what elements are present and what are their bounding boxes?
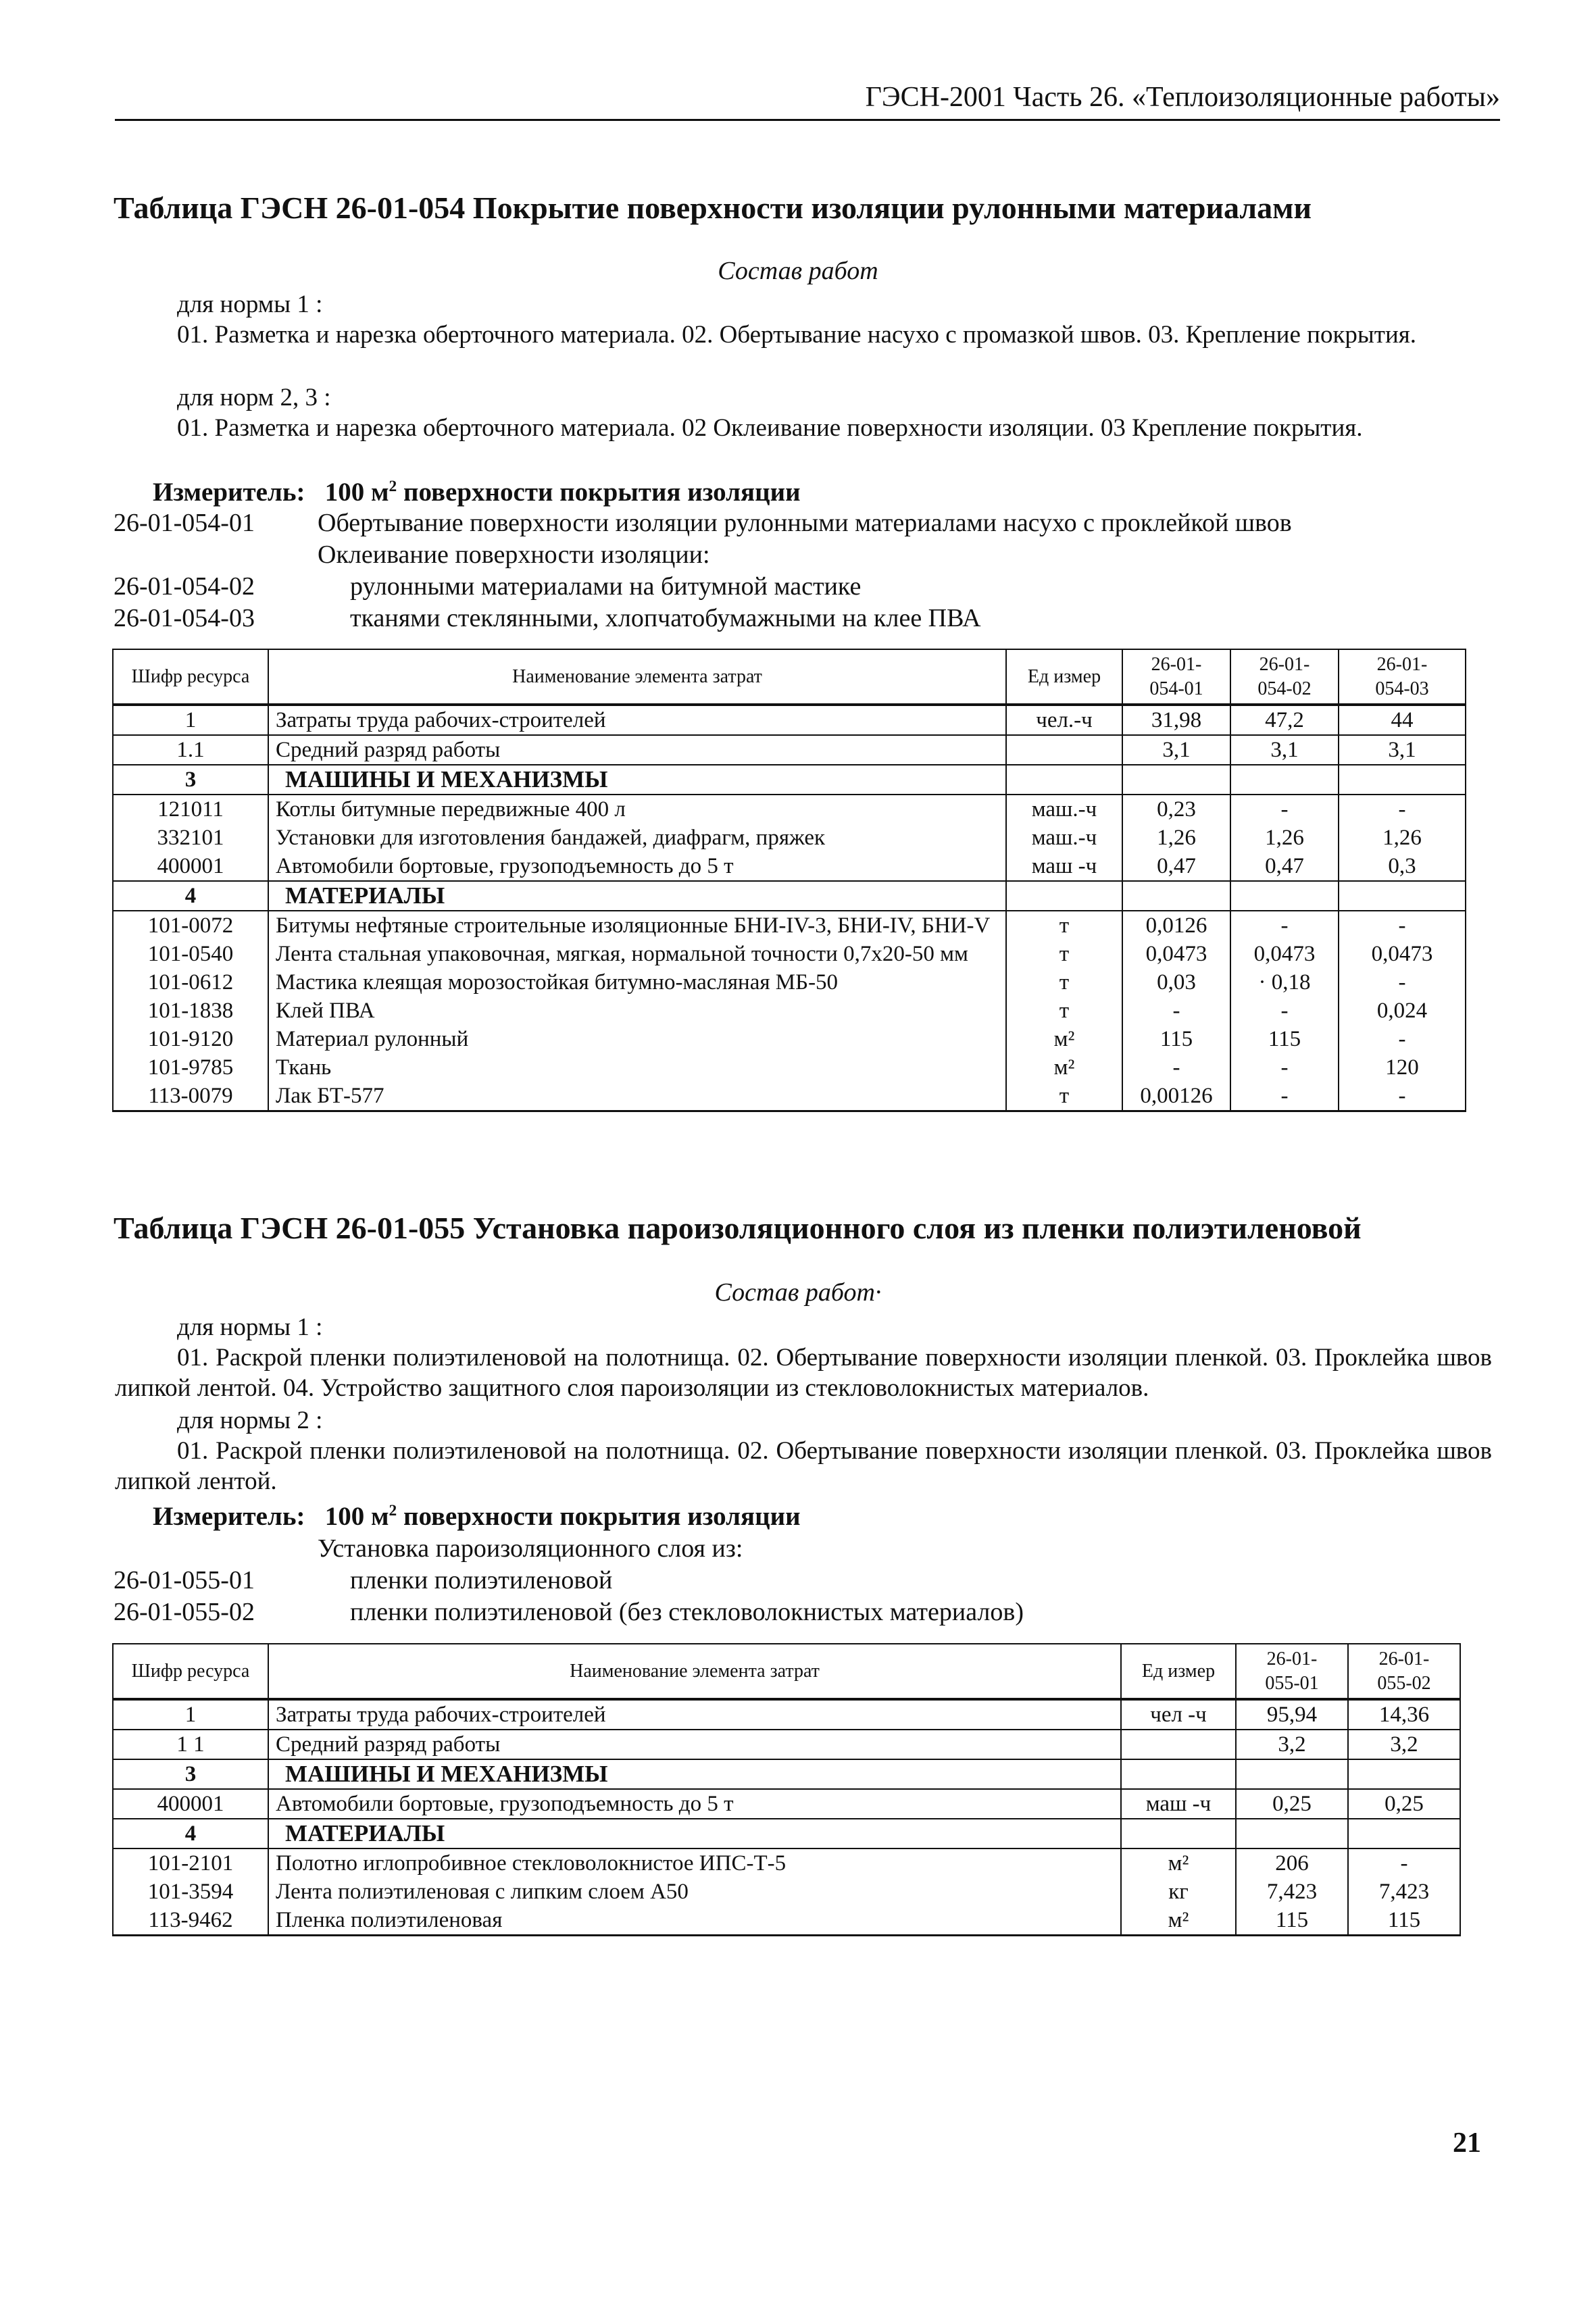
norm-description: Установка пароизоляционного слоя из: <box>318 1534 743 1563</box>
unit: м² <box>1006 1025 1122 1053</box>
table-row <box>113 735 1466 765</box>
unit: чел -ч <box>1121 1699 1236 1730</box>
header-norm-1: 26-01- 054-01 <box>1122 649 1230 705</box>
cost-element: Лак БТ-577 <box>268 1082 1006 1111</box>
unit: т <box>1006 997 1122 1025</box>
value-norm-2: 115 <box>1348 1906 1460 1936</box>
cost-element: Клей ПВА <box>268 997 1006 1025</box>
value-norm-3: 44 <box>1339 705 1466 735</box>
value-norm-1: 0,47 <box>1122 852 1230 881</box>
value-norm-1: 1,26 <box>1122 824 1230 852</box>
resource-table-054 <box>112 649 1466 1112</box>
norm-code-row <box>114 572 861 602</box>
value-norm-2: · 0,18 <box>1230 968 1339 997</box>
value-norm-1: 0,23 <box>1122 795 1230 824</box>
resource-code: 101-2101 <box>113 1848 268 1878</box>
norm-code-row <box>114 508 1292 538</box>
value-norm-1: 0,03 <box>1122 968 1230 997</box>
table-row <box>113 1730 1460 1759</box>
norm-description: тканями стеклянными, хлопчатобумажными на клее ПВА <box>350 604 981 632</box>
header-unit: Ед измер <box>1006 649 1122 705</box>
meter-value-rest: поверхности покрытия изоляции <box>397 1502 801 1531</box>
cost-element: Лента полиэтиленовая с липким слоем А50 <box>268 1878 1121 1906</box>
resource-code: 1.1 <box>113 735 268 765</box>
value-norm-1: 3,1 <box>1122 735 1230 765</box>
cost-element: Затраты труда рабочих-строителей <box>268 705 1006 735</box>
table-title-055: Таблица ГЭСН 26-01-055 Установка пароизоляционного слоя из пленки полиэтиленовой <box>114 1211 1362 1245</box>
unit: т <box>1006 1082 1122 1111</box>
value-norm-3: - <box>1339 795 1466 824</box>
value-norm-3: 3,1 <box>1339 735 1466 765</box>
value-norm-1: 0,00126 <box>1122 1082 1230 1111</box>
norm2-text-055: 01. Раскрой пленки полиэтиленовой на полотнища. 02. Обертывание поверхности изоляции пленкой. 03. Проклейка швов липкой лентой. <box>115 1437 1492 1495</box>
value-norm-2: 115 <box>1230 1025 1339 1053</box>
value-norm-2: - <box>1230 997 1339 1025</box>
header-unit: Ед измер <box>1121 1644 1236 1699</box>
resource-code: 1 <box>113 705 268 735</box>
resource-code: 113-0079 <box>113 1082 268 1111</box>
value-norm-2: - <box>1230 1082 1339 1111</box>
table-row <box>113 795 1466 824</box>
norm1-text-055: 01. Раскрой пленки полиэтиленовой на полотнища. 02. Обертывание поверхности изоляции пленкой. 03. Проклейка швов липкой лентой. 04. Устройство защитного слоя пароизоляции из стекловолокнистых материалов. <box>115 1344 1492 1402</box>
value-norm-3: - <box>1339 1025 1466 1053</box>
header-cost-element: Наименование элемента затрат <box>268 1644 1121 1699</box>
norm2-label-055: для нормы 2 : <box>177 1407 323 1434</box>
section-heading: МАТЕРИАЛЫ <box>268 881 1006 911</box>
value-norm-2 <box>1348 1819 1460 1848</box>
table-row <box>113 940 1466 968</box>
value-norm-2: 14,36 <box>1348 1699 1460 1730</box>
unit <box>1006 765 1122 795</box>
table-row <box>113 968 1466 997</box>
cost-element: Ткань <box>268 1053 1006 1082</box>
unit: т <box>1006 911 1122 940</box>
table-row <box>113 911 1466 940</box>
table-section-row <box>113 1759 1460 1789</box>
value-norm-1: 7,423 <box>1236 1878 1348 1906</box>
norm-code-row <box>114 1534 743 1564</box>
table-row <box>113 705 1466 735</box>
header-norm-1: 26-01- 055-01 <box>1236 1644 1348 1699</box>
norm23-text-054: 01. Разметка и нарезка оберточного материала. 02 Оклеивание поверхности изоляции. 03 Крепление покрытия. <box>177 414 1363 442</box>
table-title-054: Таблица ГЭСН 26-01-054 Покрытие поверхности изоляции рулонными материалами <box>114 191 1312 225</box>
unit: маш.-ч <box>1006 824 1122 852</box>
meter-line-055 <box>153 1501 801 1532</box>
table-row <box>113 852 1466 881</box>
norm-code-row <box>114 1597 1024 1628</box>
table-row <box>113 1848 1460 1878</box>
unit <box>1121 1730 1236 1759</box>
norm-code: 26-01-055-02 <box>114 1598 255 1626</box>
norm-description: Оклеивание поверхности изоляции: <box>318 540 710 569</box>
unit <box>1121 1759 1236 1789</box>
norm-code: 26-01-054-02 <box>114 572 255 601</box>
norm1-text-054: 01. Разметка и нарезка оберточного материала. 02. Обертывание насухо с промазкой швов. 03. Крепление покрытия. <box>177 321 1417 349</box>
value-norm-2: - <box>1230 911 1339 940</box>
norm-code: 26-01-054-01 <box>114 509 255 537</box>
table-row <box>113 1906 1460 1936</box>
norm1-label-054: для нормы 1 : <box>177 291 323 318</box>
section-heading: МАШИНЫ И МЕХАНИЗМЫ <box>268 765 1006 795</box>
page-number: 21 <box>1453 2128 1481 2159</box>
value-norm-3: 0,024 <box>1339 997 1466 1025</box>
value-norm-2: 3,1 <box>1230 735 1339 765</box>
table-section-row <box>113 881 1466 911</box>
cost-element: Материал рулонный <box>268 1025 1006 1053</box>
meter-value-rest: поверхности покрытия изоляции <box>397 478 801 507</box>
unit: маш.-ч <box>1006 795 1122 824</box>
table-section-row <box>113 765 1466 795</box>
resource-code: 332101 <box>113 824 268 852</box>
table-row <box>113 997 1466 1025</box>
norm1-label-055: для нормы 1 : <box>177 1313 323 1341</box>
value-norm-1: 31,98 <box>1122 705 1230 735</box>
header-resource-code: Шифр ресурса <box>113 649 268 705</box>
value-norm-3: - <box>1339 968 1466 997</box>
norm-description: рулонными материалами на битумной мастике <box>350 572 862 601</box>
cost-element: Котлы битумные передвижные 400 л <box>268 795 1006 824</box>
norm-description: Обертывание поверхности изоляции рулонными материалами насухо с проклейкой швов <box>318 509 1292 537</box>
resource-code: 121011 <box>113 795 268 824</box>
resource-code: 101-0540 <box>113 940 268 968</box>
value-norm-3 <box>1339 765 1466 795</box>
unit: м² <box>1121 1848 1236 1878</box>
unit <box>1006 735 1122 765</box>
cost-element: Мастика клеящая морозостойкая битумно-масляная МБ-50 <box>268 968 1006 997</box>
value-norm-2: 0,25 <box>1348 1789 1460 1819</box>
unit: т <box>1006 940 1122 968</box>
composition-heading-055: Состав работ· <box>714 1278 882 1307</box>
value-norm-1: 0,25 <box>1236 1789 1348 1819</box>
unit: м² <box>1121 1906 1236 1936</box>
value-norm-3: 1,26 <box>1339 824 1466 852</box>
norm-code: 26-01-054-03 <box>114 604 255 632</box>
resource-code: 400001 <box>113 1789 268 1819</box>
value-norm-2: 7,423 <box>1348 1878 1460 1906</box>
resource-code: 400001 <box>113 852 268 881</box>
unit: чел.-ч <box>1006 705 1122 735</box>
norm-code: 26-01-055-01 <box>114 1566 255 1594</box>
running-header: ГЭСН-2001 Часть 26. «Теплоизоляционные работы» <box>865 82 1500 113</box>
cost-element: Автомобили бортовые, грузоподъемность до 5 т <box>268 852 1006 881</box>
table-row <box>113 824 1466 852</box>
cost-element: Средний разряд работы <box>268 735 1006 765</box>
header-norm-2: 26-01- 055-02 <box>1348 1644 1460 1699</box>
value-norm-3: 120 <box>1339 1053 1466 1082</box>
section-heading: МАТЕРИАЛЫ <box>268 1819 1121 1848</box>
table-row <box>113 1789 1460 1819</box>
cost-element: Средний разряд работы <box>268 1730 1121 1759</box>
value-norm-1 <box>1122 765 1230 795</box>
resource-code: 4 <box>113 1819 268 1848</box>
cost-element: Битумы нефтяные строительные изоляционные БНИ-IV-3, БНИ-IV, БНИ-V <box>268 911 1006 940</box>
header-norm-3: 26-01- 054-03 <box>1339 649 1466 705</box>
value-norm-1: 0,0126 <box>1122 911 1230 940</box>
value-norm-2: 3,2 <box>1348 1730 1460 1759</box>
table-row <box>113 1878 1460 1906</box>
cost-element: Пленка полиэтиленовая <box>268 1906 1121 1936</box>
cost-element: Автомобили бортовые, грузоподъемность до 5 т <box>268 1789 1121 1819</box>
unit <box>1006 881 1122 911</box>
resource-code: 101-0072 <box>113 911 268 940</box>
header-resource-code: Шифр ресурса <box>113 1644 268 1699</box>
cost-element: Полотно иглопробивное стекловолокнистое ИПС-Т-5 <box>268 1848 1121 1878</box>
header-cost-element: Наименование элемента затрат <box>268 649 1006 705</box>
value-norm-3: 0,0473 <box>1339 940 1466 968</box>
meter-label: Измеритель: <box>153 478 305 507</box>
resource-code: 3 <box>113 765 268 795</box>
value-norm-1 <box>1236 1819 1348 1848</box>
value-norm-1: 206 <box>1236 1848 1348 1878</box>
meter-label: Измеритель: <box>153 1502 305 1531</box>
value-norm-1: 115 <box>1236 1906 1348 1936</box>
resource-code: 1 1 <box>113 1730 268 1759</box>
value-norm-1 <box>1122 881 1230 911</box>
unit: кг <box>1121 1878 1236 1906</box>
resource-table-055 <box>112 1643 1461 1936</box>
norm-description: пленки полиэтиленовой (без стекловолокнистых материалов) <box>350 1598 1024 1626</box>
norm23-label-054: для норм 2, 3 : <box>177 384 331 411</box>
table-row <box>113 1699 1460 1730</box>
table-row <box>113 1053 1466 1082</box>
table-row <box>113 1082 1466 1111</box>
value-norm-3 <box>1339 881 1466 911</box>
section-heading: МАШИНЫ И МЕХАНИЗМЫ <box>268 1759 1121 1789</box>
value-norm-2 <box>1230 881 1339 911</box>
norm-description: пленки полиэтиленовой <box>350 1566 613 1594</box>
value-norm-1 <box>1236 1759 1348 1789</box>
unit: м² <box>1006 1053 1122 1082</box>
unit: маш -ч <box>1006 852 1122 881</box>
value-norm-1: 95,94 <box>1236 1699 1348 1730</box>
resource-code: 101-9785 <box>113 1053 268 1082</box>
value-norm-3: - <box>1339 911 1466 940</box>
header-rule <box>115 119 1500 121</box>
unit: маш -ч <box>1121 1789 1236 1819</box>
table-section-row <box>113 1819 1460 1848</box>
value-norm-2: 0,47 <box>1230 852 1339 881</box>
norm-code-row <box>114 540 710 570</box>
norm-code-row <box>114 1565 612 1596</box>
resource-code: 101-1838 <box>113 997 268 1025</box>
unit: т <box>1006 968 1122 997</box>
value-norm-2: - <box>1230 795 1339 824</box>
cost-element: Лента стальная упаковочная, мягкая, нормальной точности 0,7х20-50 мм <box>268 940 1006 968</box>
meter-value: 100 м <box>324 478 389 507</box>
cost-element: Установки для изготовления бандажей, диафрагм, пряжек <box>268 824 1006 852</box>
unit <box>1121 1819 1236 1848</box>
value-norm-1: 0,0473 <box>1122 940 1230 968</box>
resource-code: 101-0612 <box>113 968 268 997</box>
value-norm-1: - <box>1122 997 1230 1025</box>
value-norm-2: 47,2 <box>1230 705 1339 735</box>
value-norm-2: - <box>1230 1053 1339 1082</box>
meter-unit-exponent: 2 <box>389 478 397 495</box>
meter-unit-exponent: 2 <box>389 1502 397 1519</box>
resource-code: 101-3594 <box>113 1878 268 1906</box>
resource-code: 1 <box>113 1699 268 1730</box>
cost-element: Затраты труда рабочих-строителей <box>268 1699 1121 1730</box>
value-norm-2: - <box>1348 1848 1460 1878</box>
value-norm-1: 3,2 <box>1236 1730 1348 1759</box>
value-norm-3: - <box>1339 1082 1466 1111</box>
header-norm-2: 26-01- 054-02 <box>1230 649 1339 705</box>
table-row <box>113 1025 1466 1053</box>
meter-line-054 <box>153 477 801 507</box>
value-norm-2: 0,0473 <box>1230 940 1339 968</box>
norm-code-row <box>114 603 981 634</box>
value-norm-1: - <box>1122 1053 1230 1082</box>
resource-code: 101-9120 <box>113 1025 268 1053</box>
value-norm-2: 1,26 <box>1230 824 1339 852</box>
value-norm-1: 115 <box>1122 1025 1230 1053</box>
composition-heading-054: Состав работ <box>718 257 878 285</box>
value-norm-2 <box>1230 765 1339 795</box>
value-norm-3: 0,3 <box>1339 852 1466 881</box>
resource-code: 113-9462 <box>113 1906 268 1936</box>
meter-value: 100 м <box>324 1502 389 1531</box>
resource-code: 3 <box>113 1759 268 1789</box>
value-norm-2 <box>1348 1759 1460 1789</box>
resource-code: 4 <box>113 881 268 911</box>
